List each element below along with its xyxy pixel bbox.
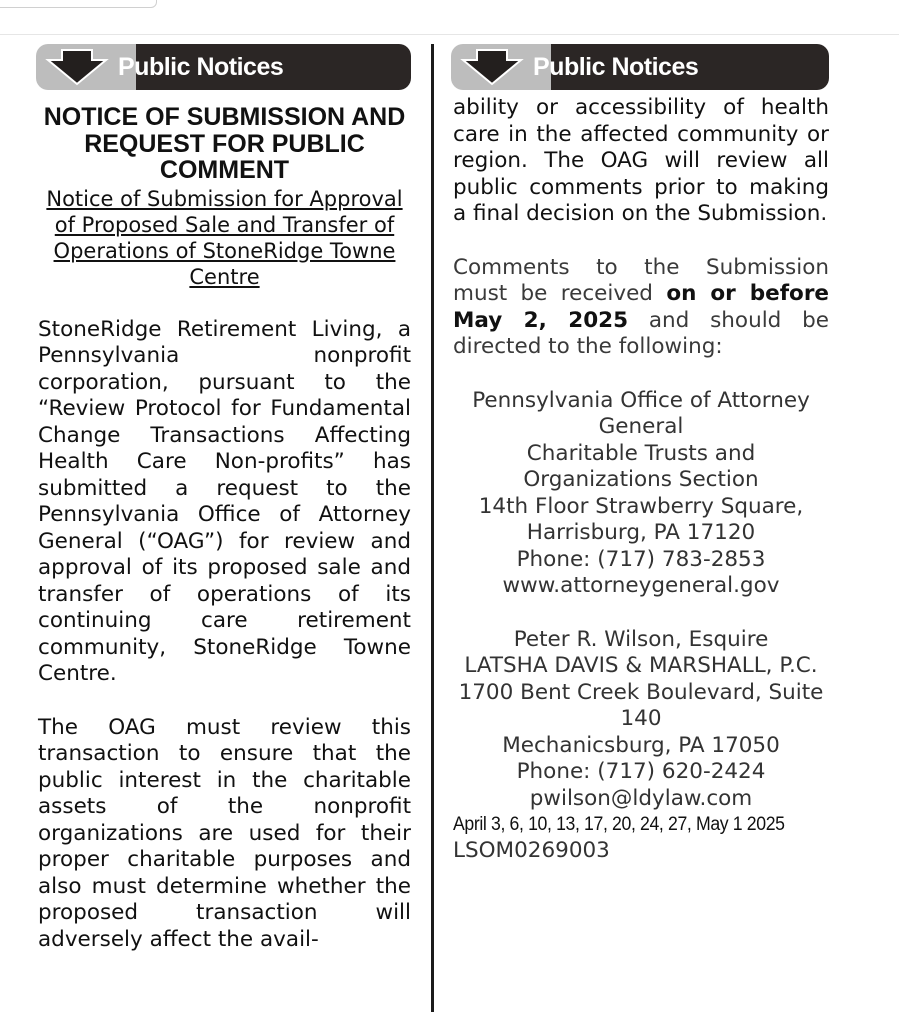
notice-continuation: ability or accessibility of health care in the affected community or region. The OAG will review all public comments prior to making a final decision on the Submission. [453, 95, 829, 226]
phone-number: Phone: (717) 620-2424 [516, 759, 766, 784]
address-line: 1700 Bent Creek Boulevard, Suite 140 [458, 679, 824, 731]
comments-outro: and should be directed to the following: [453, 307, 829, 359]
comments-paragraph [453, 255, 829, 361]
oag-address-block [453, 388, 829, 600]
browser-top-strip [0, 0, 899, 35]
address-line: Mechanicsburg, PA 17050 [502, 732, 780, 758]
browser-tab[interactable] [0, 0, 157, 8]
address-line: Harrisburg, PA 17120 [526, 520, 756, 545]
phone-number: Phone: (717) 783-2853 [516, 546, 766, 572]
run-dates: April 3, 6, 10, 13, 17, 20, 24, 27, May 1 2025 [453, 814, 785, 835]
down-arrow-icon [44, 48, 110, 86]
banner-title: Public Notices [118, 53, 284, 81]
left-column [38, 104, 411, 953]
address-line: 14th Floor Strawberry Square, [478, 493, 804, 519]
banner-title: Public Notices [533, 53, 699, 81]
notice-headline: NOTICE OF SUBMISSION AND REQUEST FOR PUBLIC COMMENT [43, 103, 406, 184]
column-divider [431, 44, 434, 1012]
law-firm: LATSHA DAVIS & MARSHALL, P.C. [464, 653, 818, 678]
right-column [453, 95, 829, 865]
notice-paragraph-1: StoneRidge Retirement Living, a Pennsylvania nonprofit corporation, pursuant to the “Review Protocol for Fundamental Change Transactions Affecting Health Care Non-profits” has submitted a request to the Pennsylvania Office of Attorney General (“OAG”) for review and approval of its proposed sale and transfer of operations of its continuing care retirement community, StoneRidge Towne Centre. [38, 316, 411, 686]
down-arrow-icon [459, 48, 525, 86]
address-line: Charitable Trusts and Organizations Section [523, 440, 759, 492]
notice-paragraph-2: The OAG must review this transaction to ensure that the public interest in the charitable assets of the nonprofit organizations are used for their proper charitable purposes and also must determine whether the proposed transaction will adversely affect the avail- [38, 714, 411, 952]
attorney-address-block [453, 627, 829, 813]
comments-intro: Comments to the Submission must be received [453, 254, 829, 306]
public-notices-banner-right [451, 44, 829, 90]
email-link[interactable]: pwilson@ldylaw.com [529, 785, 753, 811]
attorney-name: Peter R. Wilson, Esquire [513, 626, 769, 652]
notice-id: LSOM0269003 [453, 838, 610, 863]
public-notices-banner-left [36, 44, 411, 90]
comments-deadline: on or before May 2, 2025 [453, 281, 830, 333]
website-link[interactable]: www.attorneygeneral.gov [502, 573, 780, 598]
address-line: Pennsylvania Office of Attorney General [472, 387, 810, 439]
notice-subheading: Notice of Submission for Approval of Proposed Sale and Transfer of Operations of StoneRidge Towne Centre [46, 186, 403, 289]
